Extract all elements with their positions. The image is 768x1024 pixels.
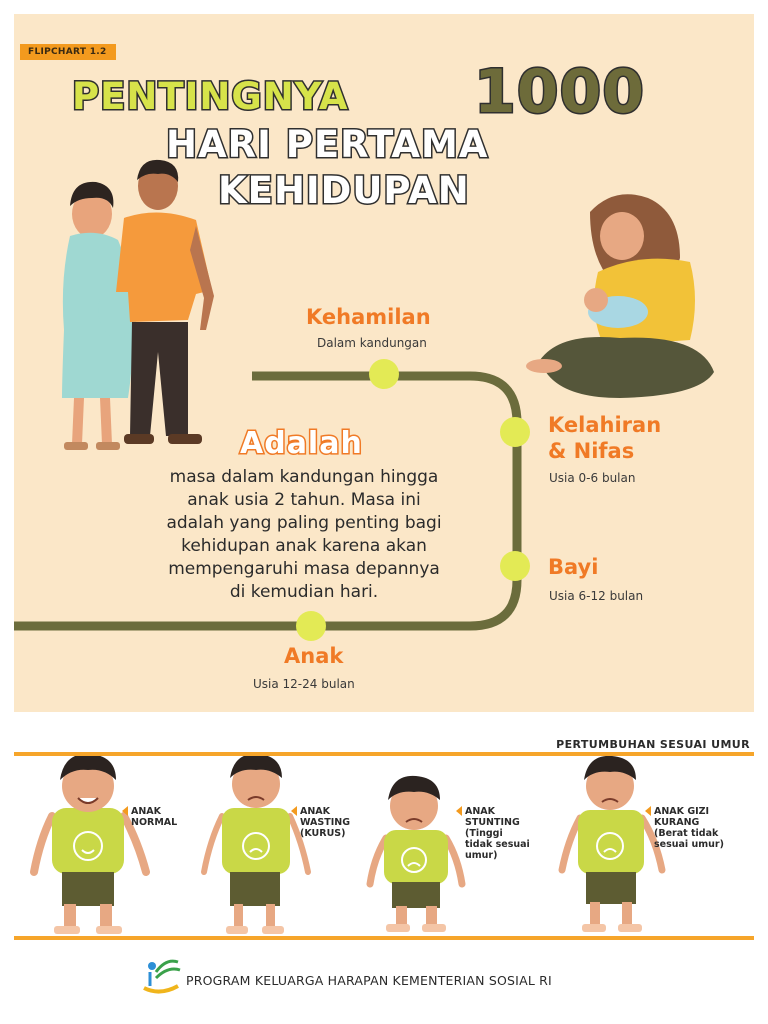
footer-program-name: PROGRAM KELUARGA HARAPAN KEMENTERIAN SOSIAL RI	[186, 973, 552, 988]
stage-kelahiran-title-line1: Kelahiran	[548, 413, 662, 437]
growth-top-divider	[14, 752, 754, 756]
pkh-logo	[144, 961, 180, 991]
kid-wasting-illustration	[204, 754, 308, 934]
title-line-3: KEHIDUPAN	[218, 169, 470, 212]
timeline-dot-kehamilan	[369, 359, 399, 389]
growth-section-title: PERTUMBUHAN SESUAI UMUR	[556, 738, 750, 751]
pointer-arrow-icon	[122, 806, 128, 816]
label-line: (Berat tidak	[654, 828, 719, 839]
label-line: tidak sesuai	[465, 839, 530, 850]
label-line: WASTING	[300, 817, 351, 828]
stage-kehamilan-subtitle: Dalam kandungan	[317, 336, 427, 350]
timeline-dot-anak	[296, 611, 326, 641]
title-line-1: PENTINGNYA	[72, 75, 349, 118]
stage-anak-subtitle: Usia 12-24 bulan	[253, 677, 355, 691]
label-line: ANAK GIZI	[654, 806, 710, 817]
stage-anak-title: Anak	[284, 644, 344, 668]
label-line: sesuai umur)	[654, 839, 724, 850]
label-line: umur)	[465, 850, 498, 861]
stage-kehamilan-title: Kehamilan	[306, 305, 431, 329]
kid-wasting-label	[300, 806, 350, 839]
label-line: (Tinggi	[465, 828, 503, 839]
definition-line: masa dalam kandungan hingga	[169, 467, 439, 487]
stage-kelahiran-subtitle: Usia 0-6 bulan	[549, 471, 636, 485]
label-line: ANAK	[131, 806, 162, 817]
definition-text	[118, 466, 490, 604]
label-line: (KURUS)	[300, 828, 346, 839]
stage-bayi-title: Bayi	[548, 555, 599, 579]
flipchart-tag: FLIPCHART 1.2	[20, 44, 116, 60]
kid-stunting-illustration	[370, 776, 462, 932]
definition-line: kehidupan anak karena akan	[181, 536, 427, 556]
pointer-arrow-icon	[291, 806, 297, 816]
stage-kelahiran-title-line2: & Nifas	[548, 439, 635, 463]
definition-line: mempengaruhi masa depannya	[168, 559, 440, 579]
kid-stunting-label	[465, 806, 530, 861]
kid-underweight-illustration	[562, 756, 662, 932]
kid-normal-illustration	[34, 754, 146, 934]
label-line: KURANG	[654, 817, 700, 828]
label-line: ANAK	[465, 806, 496, 817]
father-illustration	[116, 160, 214, 444]
definition-line: di kemudian hari.	[229, 582, 379, 602]
definition-line: adalah yang paling penting bagi	[166, 513, 442, 533]
label-line: NORMAL	[131, 817, 178, 828]
stage-bayi-subtitle: Usia 6-12 bulan	[549, 589, 644, 603]
title-number: 1000	[474, 57, 645, 127]
timeline-dot-kelahiran	[500, 417, 530, 447]
mother-baby-illustration	[526, 194, 714, 398]
label-line: STUNTING	[465, 817, 520, 828]
growth-bottom-divider	[14, 936, 754, 940]
definition-heading: Adalah	[240, 426, 363, 461]
label-line: ANAK	[300, 806, 331, 817]
kid-normal-label	[131, 806, 177, 828]
definition-line: anak usia 2 tahun. Masa ini	[187, 490, 421, 510]
timeline-dot-bayi	[500, 551, 530, 581]
kid-underweight-label	[654, 806, 724, 850]
pointer-arrow-icon	[456, 806, 462, 816]
pointer-arrow-icon	[645, 806, 651, 816]
title-line-2: HARI PERTAMA	[166, 123, 489, 166]
